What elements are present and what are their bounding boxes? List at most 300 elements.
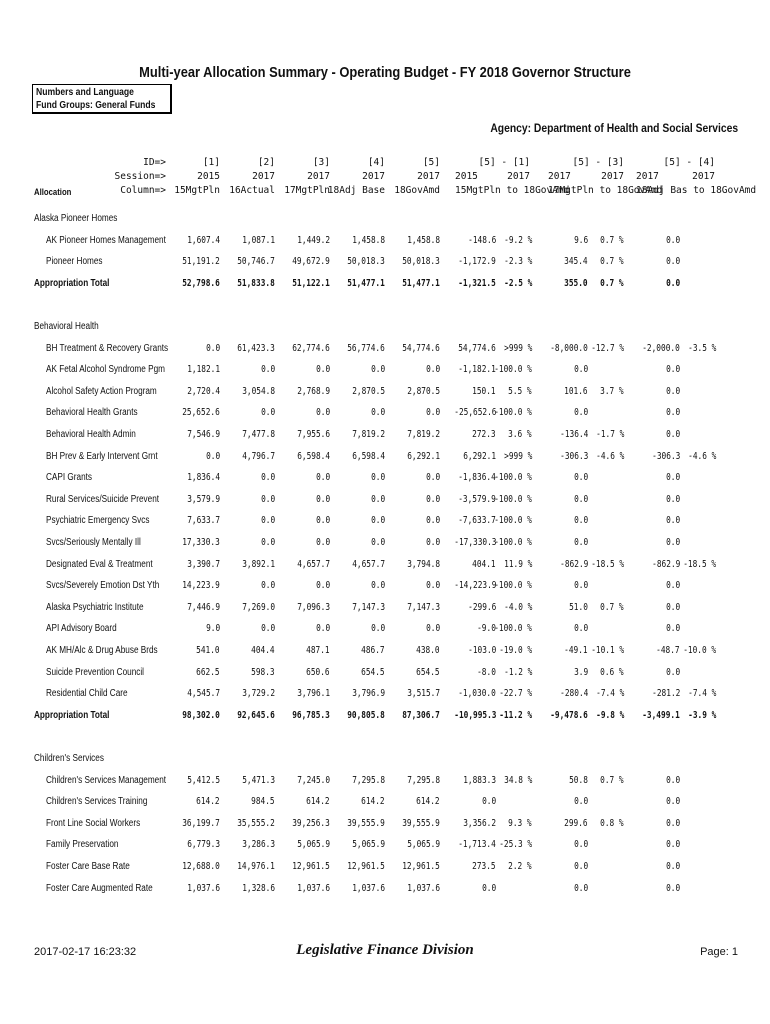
cell-value: -281.2 xyxy=(651,688,680,700)
cell-value: 0.0 xyxy=(425,364,440,376)
cell-value: 4,796.7 xyxy=(242,450,275,462)
cell-value: 0.0 xyxy=(665,817,680,829)
column-header-id: [2] xyxy=(257,157,275,168)
table-row xyxy=(0,796,770,810)
filter-box xyxy=(32,84,172,114)
column-header-id: [4] xyxy=(367,157,385,168)
cell-value: 7,477.8 xyxy=(242,429,275,440)
cell-value: 0.0 xyxy=(665,882,680,894)
row-label: Children's Services xyxy=(34,753,104,764)
cell-value: 0.0 xyxy=(573,623,588,635)
cell-value: 0.7 % xyxy=(600,601,624,613)
column-header-name: 15MgtPln xyxy=(174,185,220,196)
cell-value: 0.0 xyxy=(665,839,680,851)
cell-value: -25,652.6 xyxy=(453,407,496,419)
table-row xyxy=(0,451,770,465)
column-header-name: 16Actual xyxy=(229,185,275,196)
column-header-name: 18Adj Base xyxy=(327,185,385,196)
cell-value: 52,798.6 xyxy=(182,277,220,289)
cell-value: -306.3 xyxy=(559,450,588,462)
footer-timestamp: 2017-02-17 16:23:32 xyxy=(34,946,137,958)
cell-value: 6,598.4 xyxy=(297,450,330,462)
cell-value: 0.0 xyxy=(665,537,680,548)
row-label: Alaska Pioneer Homes xyxy=(34,213,118,224)
cell-value: 3.7 % xyxy=(600,385,624,397)
cell-value: -100.0 % xyxy=(494,493,532,505)
cell-value: 87,306.7 xyxy=(402,709,440,721)
cell-value: -100.0 % xyxy=(494,580,532,592)
cell-value: 9.6 xyxy=(573,234,588,246)
table-row xyxy=(0,429,770,443)
cell-value: -10.0 % xyxy=(683,645,716,656)
row-label: Foster Care Base Rate xyxy=(46,861,130,872)
cell-value: 0.0 xyxy=(425,623,440,635)
cell-value: 0.0 xyxy=(425,407,440,419)
column-header-name: 18Adj Bas to 18GovAmd xyxy=(636,185,757,196)
row-label: Front Line Social Workers xyxy=(46,817,141,829)
row-label: Children's Services Training xyxy=(46,796,148,808)
cell-value: -1,172.9 xyxy=(458,256,496,268)
cell-value: 0.0 xyxy=(260,515,275,527)
row-label: AK Pioneer Homes Management xyxy=(46,234,166,246)
cell-value: 5,065.9 xyxy=(352,839,385,851)
column-header-year-b: 2017 xyxy=(507,171,530,182)
cell-value: -8,000.0 xyxy=(550,342,588,354)
row-label: Psychiatric Emergency Svcs xyxy=(46,515,150,527)
cell-value: 51,833.8 xyxy=(237,277,275,289)
cell-value: -100.0 % xyxy=(494,407,532,419)
cell-value: -4.6 % xyxy=(595,450,624,462)
row-label: Residential Child Care xyxy=(46,688,128,700)
filter-line-1: Numbers and Language xyxy=(36,87,134,98)
cell-value: 4,657.7 xyxy=(352,558,385,570)
column-header-id: [5] - [1] xyxy=(478,157,530,168)
cell-value: 7,295.8 xyxy=(352,774,385,786)
cell-value: 0.0 xyxy=(315,580,330,592)
section-header xyxy=(0,753,770,767)
table-row xyxy=(0,645,770,659)
cell-value: 7,245.0 xyxy=(297,774,330,786)
agency-label: Agency: Department of Health and Social Services xyxy=(490,121,738,135)
cell-value: 404.4 xyxy=(251,645,275,656)
column-header-name: 17MgtPln xyxy=(284,185,330,196)
cell-value: 0.0 xyxy=(665,493,680,505)
cell-value: 0.0 xyxy=(573,472,588,484)
cell-value: 2,768.9 xyxy=(297,385,330,397)
cell-value: 1,836.4 xyxy=(187,472,220,484)
table-row xyxy=(0,839,770,853)
cell-value: 6,598.4 xyxy=(352,450,385,462)
table-row xyxy=(0,364,770,378)
cell-value: 299.6 xyxy=(564,817,588,829)
column-header-year-b: 2017 xyxy=(692,171,715,182)
cell-value: 5,412.5 xyxy=(187,774,220,786)
row-label: Alcohol Safety Action Program xyxy=(46,385,157,397)
cell-value: 0.0 xyxy=(665,364,680,376)
cell-value: -3,499.1 xyxy=(642,709,680,721)
cell-value: 0.0 xyxy=(315,472,330,484)
cell-value: 51,477.1 xyxy=(347,277,385,289)
column-header-id: [1] xyxy=(202,157,220,168)
cell-value: 654.5 xyxy=(361,666,385,678)
cell-value: 0.0 xyxy=(665,774,680,786)
cell-value: -100.0 % xyxy=(494,364,532,376)
table-row xyxy=(0,256,770,270)
cell-value: -100.0 % xyxy=(494,472,532,484)
cell-value: 273.5 xyxy=(472,861,496,872)
row-label: Behavioral Health Admin xyxy=(46,429,136,440)
cell-value: -1.7 % xyxy=(595,429,624,440)
cell-value: 51.0 xyxy=(569,601,588,613)
cell-value: -3,579.9 xyxy=(458,493,496,505)
cell-value: -8.0 xyxy=(477,666,496,678)
cell-value: 3,729.2 xyxy=(242,688,275,700)
cell-value: 1,883.3 xyxy=(463,774,496,786)
table-row xyxy=(0,688,770,702)
column-header-2 xyxy=(215,156,275,201)
cell-value: 1,182.1 xyxy=(187,364,220,376)
cell-value: 0.0 xyxy=(573,861,588,872)
cell-value: 1,037.6 xyxy=(297,882,330,894)
cell-value: 50,018.3 xyxy=(402,256,440,268)
cell-value: 0.0 xyxy=(370,407,385,419)
cell-value: 7,955.6 xyxy=(297,429,330,440)
cell-value: 0.0 xyxy=(315,364,330,376)
cell-value: 2.2 % xyxy=(508,861,532,872)
table-row xyxy=(0,667,770,681)
cell-value: 14,223.9 xyxy=(182,580,220,592)
cell-value: 96,785.3 xyxy=(292,709,330,721)
cell-value: 1,458.8 xyxy=(407,234,440,246)
cell-value: 2,870.5 xyxy=(407,385,440,397)
cell-value: 14,976.1 xyxy=(237,861,275,872)
column-header-8 xyxy=(636,156,757,201)
row-label: Children's Services Management xyxy=(46,774,167,786)
column-header-years xyxy=(548,170,624,184)
allocation-header: Allocation xyxy=(34,187,72,197)
cell-value: 2,870.5 xyxy=(352,385,385,397)
cell-value: -18.5 % xyxy=(683,558,716,570)
cell-value: -25.3 % xyxy=(499,839,532,851)
cell-value: 25,652.6 xyxy=(182,407,220,419)
cell-value: 0.0 xyxy=(370,364,385,376)
cell-value: 5,065.9 xyxy=(297,839,330,851)
row-label: AK MH/Alc & Drug Abuse Brds xyxy=(46,645,158,656)
cell-value: 0.0 xyxy=(205,450,220,462)
cell-value: -862.9 xyxy=(651,558,680,570)
column-header-years xyxy=(636,170,715,184)
cell-value: 0.0 xyxy=(370,515,385,527)
cell-value: -49.1 xyxy=(564,645,588,656)
cell-value: 11.9 % xyxy=(503,558,532,570)
table-row xyxy=(0,494,770,508)
cell-value: 51,122.1 xyxy=(292,277,330,289)
cell-value: -12.7 % xyxy=(591,342,624,354)
cell-value: -22.7 % xyxy=(499,688,532,700)
row-label: Svcs/Severely Emotion Dst Yth xyxy=(46,580,160,592)
row-label: BH Prev & Early Intervent Grnt xyxy=(46,450,158,462)
cell-value: -148.6 xyxy=(467,234,496,246)
column-header-id: [5] - [3] xyxy=(572,157,624,168)
cell-value: 598.3 xyxy=(251,666,275,678)
cell-value: -1,836.4 xyxy=(458,472,496,484)
cell-value: -9.8 % xyxy=(595,709,624,721)
cell-value: 17,330.3 xyxy=(182,537,220,548)
table-row xyxy=(0,559,770,573)
cell-value: 7,819.2 xyxy=(352,429,385,440)
cell-value: -1,182.1 xyxy=(458,364,496,376)
cell-value: 90,805.8 xyxy=(347,709,385,721)
cell-value: -4.6 % xyxy=(687,450,716,462)
cell-value: 7,096.3 xyxy=(297,601,330,613)
cell-value: 3.9 xyxy=(573,666,588,678)
row-label: CAPI Grants xyxy=(46,472,93,484)
row-label: Alaska Psychiatric Institute xyxy=(46,601,144,613)
column-header-year: 2017 xyxy=(417,171,440,182)
cell-value: 0.7 % xyxy=(600,774,624,786)
cell-value: -9.0 xyxy=(477,623,496,635)
cell-value: 7,546.9 xyxy=(187,429,220,440)
cell-value: 92,645.6 xyxy=(237,709,275,721)
cell-value: 54,774.6 xyxy=(402,342,440,354)
cell-value: 51,191.2 xyxy=(182,256,220,268)
table-row xyxy=(0,386,770,400)
cell-value: 487.1 xyxy=(306,645,330,656)
cell-value: 9.0 xyxy=(205,623,220,635)
cell-value: -100.0 % xyxy=(494,623,532,635)
column-header-year-b: 2017 xyxy=(601,171,624,182)
cell-value: -136.4 xyxy=(559,429,588,440)
row-label: Designated Eval & Treatment xyxy=(46,558,153,570)
table-row xyxy=(0,472,770,486)
cell-value: 614.2 xyxy=(306,796,330,808)
cell-value: -14,223.9 xyxy=(453,580,496,592)
column-header-name: 18GovAmd xyxy=(394,185,440,196)
column-header-id: [3] xyxy=(312,157,330,168)
cell-value: -280.4 xyxy=(559,688,588,700)
cell-value: 0.0 xyxy=(665,277,680,289)
column-header-6 xyxy=(455,156,570,201)
cell-value: 50.8 xyxy=(569,774,588,786)
header-column-label: Column=> xyxy=(120,185,166,196)
column-header-4 xyxy=(325,156,385,201)
cell-value: -10,995.3 xyxy=(453,709,496,721)
cell-value: 0.0 xyxy=(665,796,680,808)
column-header-3 xyxy=(270,156,330,201)
column-header-1 xyxy=(160,156,220,201)
cell-value: 654.5 xyxy=(416,666,440,678)
cell-value: 6,292.1 xyxy=(463,450,496,462)
cell-value: -9,478.6 xyxy=(550,709,588,721)
cell-value: 3,054.8 xyxy=(242,385,275,397)
cell-value: -18.5 % xyxy=(591,558,624,570)
cell-value: -2.3 % xyxy=(503,256,532,268)
cell-value: 272.3 xyxy=(472,429,496,440)
cell-value: -10.1 % xyxy=(591,645,624,656)
cell-value: 345.4 xyxy=(564,256,588,268)
cell-value: 9.3 % xyxy=(508,817,532,829)
cell-value: 6,292.1 xyxy=(407,450,440,462)
cell-value: -862.9 xyxy=(559,558,588,570)
cell-value: 1,037.6 xyxy=(187,882,220,894)
cell-value: 0.0 xyxy=(315,623,330,635)
cell-value: 7,295.8 xyxy=(407,774,440,786)
cell-value: -2,000.0 xyxy=(642,342,680,354)
cell-value: 0.0 xyxy=(315,515,330,527)
cell-value: 0.0 xyxy=(481,882,496,894)
cell-value: -306.3 xyxy=(651,450,680,462)
column-header-year: 2017 xyxy=(252,171,275,182)
cell-value: 0.0 xyxy=(425,537,440,548)
cell-value: 7,633.7 xyxy=(187,515,220,527)
column-header-id: [5] - [4] xyxy=(663,157,715,168)
header-row-labels xyxy=(100,156,166,201)
cell-value: 50,018.3 xyxy=(347,256,385,268)
cell-value: 39,256.3 xyxy=(292,817,330,829)
row-label: Pioneer Homes xyxy=(46,256,103,268)
cell-value: 101.6 xyxy=(564,385,588,397)
cell-value: 0.0 xyxy=(370,580,385,592)
row-label: Family Preservation xyxy=(46,839,119,851)
cell-value: 0.0 xyxy=(665,429,680,440)
cell-value: -2.5 % xyxy=(503,277,532,289)
row-label: Appropriation Total xyxy=(34,277,110,289)
cell-value: 1,607.4 xyxy=(187,234,220,246)
cell-value: 7,147.3 xyxy=(352,601,385,613)
cell-value: 12,961.5 xyxy=(292,861,330,872)
cell-value: 3,794.8 xyxy=(407,558,440,570)
cell-value: 3,286.3 xyxy=(242,839,275,851)
column-header-name: 17MgtPln to 18GovAmd xyxy=(548,185,663,196)
cell-value: 662.5 xyxy=(196,666,220,678)
cell-value: 56,774.6 xyxy=(347,342,385,354)
cell-value: -19.0 % xyxy=(499,645,532,656)
cell-value: 0.8 % xyxy=(600,817,624,829)
table-row xyxy=(0,883,770,897)
cell-value: 0.0 xyxy=(425,472,440,484)
cell-value: 3.6 % xyxy=(508,429,532,440)
cell-value: -4.0 % xyxy=(503,601,532,613)
report-title: Multi-year Allocation Summary - Operating Budget - FY 2018 Governor Structure xyxy=(139,64,631,81)
table-row xyxy=(0,580,770,594)
cell-value: 0.0 xyxy=(260,472,275,484)
row-label: AK Fetal Alcohol Syndrome Pgm xyxy=(46,364,165,376)
section-header xyxy=(0,321,770,335)
cell-value: -1,713.4 xyxy=(458,839,496,851)
cell-value: 0.0 xyxy=(370,537,385,548)
cell-value: 98,302.0 xyxy=(182,709,220,721)
cell-value: 0.0 xyxy=(573,796,588,808)
row-label: Appropriation Total xyxy=(34,709,110,721)
cell-value: 7,269.0 xyxy=(242,601,275,613)
column-header-years xyxy=(455,170,530,184)
cell-value: 0.0 xyxy=(573,839,588,851)
table-row xyxy=(0,515,770,529)
cell-value: -7,633.7 xyxy=(458,515,496,527)
cell-value: 50,746.7 xyxy=(237,256,275,268)
cell-value: 0.0 xyxy=(425,493,440,505)
cell-value: 5.5 % xyxy=(508,385,532,397)
footer-page-number: Page: 1 xyxy=(700,946,738,958)
cell-value: 4,657.7 xyxy=(297,558,330,570)
cell-value: 404.1 xyxy=(472,558,496,570)
cell-value: 1,037.6 xyxy=(352,882,385,894)
cell-value: 54,774.6 xyxy=(458,342,496,354)
cell-value: 1,328.6 xyxy=(242,882,275,894)
cell-value: 39,555.9 xyxy=(347,817,385,829)
cell-value: 0.0 xyxy=(665,256,680,268)
cell-value: 0.0 xyxy=(260,364,275,376)
cell-value: 0.0 xyxy=(665,385,680,397)
cell-value: 0.0 xyxy=(665,580,680,592)
cell-value: -1.2 % xyxy=(503,666,532,678)
cell-value: 3,390.7 xyxy=(187,558,220,570)
row-label: Rural Services/Suicide Prevent xyxy=(46,493,160,505)
column-header-name: 15MgtPln to 18GovAmd xyxy=(455,185,570,196)
cell-value: -17,330.3 xyxy=(453,537,496,548)
cell-value: 0.0 xyxy=(315,537,330,548)
cell-value: 39,555.9 xyxy=(402,817,440,829)
table-row xyxy=(0,623,770,637)
cell-value: -100.0 % xyxy=(494,537,532,548)
cell-value: 4,545.7 xyxy=(187,688,220,700)
cell-value: 7,446.9 xyxy=(187,601,220,613)
cell-value: 0.0 xyxy=(665,515,680,527)
cell-value: 0.0 xyxy=(665,666,680,678)
column-header-year: 2017 xyxy=(362,171,385,182)
cell-value: 614.2 xyxy=(416,796,440,808)
cell-value: 49,672.9 xyxy=(292,256,330,268)
column-header-year-a: 2017 xyxy=(636,171,659,182)
cell-value: -3.9 % xyxy=(687,709,716,721)
cell-value: 62,774.6 xyxy=(292,342,330,354)
table-row xyxy=(0,343,770,357)
footer-division: Legislative Finance Division xyxy=(296,942,474,958)
cell-value: 0.7 % xyxy=(600,234,624,246)
cell-value: 0.0 xyxy=(260,493,275,505)
row-label: Svcs/Seriously Mentally Ill xyxy=(46,537,141,548)
cell-value: -103.0 xyxy=(467,645,496,656)
section-header xyxy=(0,213,770,227)
cell-value: 0.0 xyxy=(260,407,275,419)
cell-value: 0.0 xyxy=(370,493,385,505)
cell-value: 6,779.3 xyxy=(187,839,220,851)
cell-value: -7.4 % xyxy=(687,688,716,700)
table-row xyxy=(0,407,770,421)
cell-value: 0.0 xyxy=(315,493,330,505)
cell-value: 0.7 % xyxy=(600,256,624,268)
appropriation-total-row xyxy=(0,278,770,292)
column-header-year: 2017 xyxy=(307,171,330,182)
column-header-year-a: 2017 xyxy=(548,171,571,182)
cell-value: 150.1 xyxy=(472,385,496,397)
cell-value: 1,458.8 xyxy=(352,234,385,246)
cell-value: 541.0 xyxy=(196,645,220,656)
row-label: Behavioral Health Grants xyxy=(46,407,138,419)
filter-line-2: Fund Groups: General Funds xyxy=(36,100,156,111)
cell-value: 61,423.3 xyxy=(237,342,275,354)
cell-value: -1,321.5 xyxy=(458,277,496,289)
cell-value: 3,579.9 xyxy=(187,493,220,505)
cell-value: 0.0 xyxy=(665,472,680,484)
cell-value: 0.0 xyxy=(370,472,385,484)
cell-value: 0.0 xyxy=(260,623,275,635)
column-header-id: [5] xyxy=(422,157,440,168)
column-header-5 xyxy=(380,156,440,201)
table-row xyxy=(0,861,770,875)
cell-value: -1,030.0 xyxy=(458,688,496,700)
cell-value: -100.0 % xyxy=(494,515,532,527)
